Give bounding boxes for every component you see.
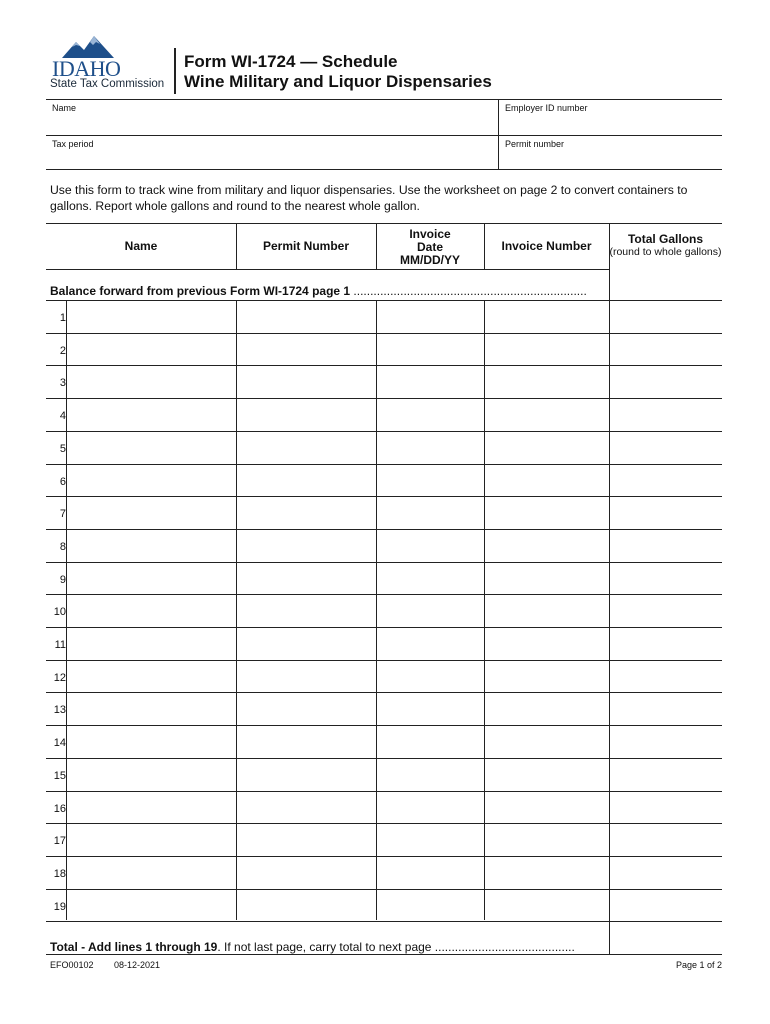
col-invoice-date-line1: Invoice	[409, 227, 451, 241]
total-gallons-cell[interactable]	[610, 726, 722, 758]
total-gallons-cell[interactable]	[610, 890, 722, 922]
total-gallons-cell[interactable]	[610, 432, 722, 464]
permit-cell[interactable]	[237, 399, 376, 431]
name-cell[interactable]	[67, 366, 236, 398]
logo-subtitle: State Tax Commission	[50, 78, 165, 90]
invoice-number-cell[interactable]	[485, 301, 609, 333]
line-number: 13	[53, 704, 66, 716]
name-cell[interactable]	[67, 857, 236, 889]
name-cell[interactable]	[67, 693, 236, 725]
name-cell[interactable]	[67, 628, 236, 660]
total-gallons-cell[interactable]	[610, 661, 722, 693]
invoice-number-cell[interactable]	[485, 366, 609, 398]
balance-forward-label: Balance forward from previous Form WI-1724 page 1	[50, 284, 351, 298]
permit-cell[interactable]	[237, 661, 376, 693]
line-number: 4	[59, 410, 66, 422]
logo-word: IDAHO	[52, 56, 121, 81]
invoice-number-cell[interactable]	[485, 399, 609, 431]
col-invoice-date-line2: Date	[416, 240, 443, 254]
employer-id-label: Employer ID number	[505, 103, 588, 113]
invoice-date-cell[interactable]	[377, 497, 484, 529]
total-gallons-cell[interactable]	[610, 497, 722, 529]
invoice-number-cell[interactable]	[485, 628, 609, 660]
revision-date: 08-12-2021	[114, 960, 161, 970]
invoice-number-cell[interactable]	[485, 890, 609, 922]
invoice-date-cell[interactable]	[377, 465, 484, 497]
total-gallons-cell[interactable]	[610, 595, 722, 627]
total-gallons-cell[interactable]	[610, 792, 722, 824]
invoice-date-cell[interactable]	[377, 759, 484, 791]
total-gallons-cell[interactable]	[610, 465, 722, 497]
permit-cell[interactable]	[237, 890, 376, 922]
invoice-date-cell[interactable]	[377, 792, 484, 824]
invoice-date-cell[interactable]	[377, 530, 484, 562]
name-field[interactable]	[46, 100, 498, 135]
invoice-number-cell[interactable]	[485, 563, 609, 595]
invoice-number-cell[interactable]	[485, 693, 609, 725]
invoice-date-cell[interactable]	[377, 824, 484, 856]
name-cell[interactable]	[67, 301, 236, 333]
invoice-date-cell[interactable]	[377, 661, 484, 693]
permit-cell[interactable]	[237, 432, 376, 464]
name-cell[interactable]	[67, 890, 236, 922]
permit-number-field[interactable]	[498, 136, 722, 169]
permit-cell[interactable]	[237, 824, 376, 856]
invoice-date-cell[interactable]	[377, 595, 484, 627]
line-number: 2	[59, 345, 66, 357]
invoice-date-cell[interactable]	[377, 334, 484, 366]
line-number: 10	[53, 606, 66, 618]
title-line-2: Wine Military and Liquor Dispensaries	[184, 72, 492, 91]
name-label: Name	[52, 103, 77, 113]
invoice-number-cell[interactable]	[485, 824, 609, 856]
line-number: 18	[53, 868, 66, 880]
line-number: 3	[59, 377, 66, 389]
invoice-number-cell[interactable]	[485, 595, 609, 627]
invoice-date-cell[interactable]	[377, 563, 484, 595]
total-line	[50, 940, 575, 954]
invoice-date-cell[interactable]	[377, 693, 484, 725]
invoice-number-cell[interactable]	[485, 465, 609, 497]
col-name: Name	[124, 239, 158, 253]
permit-cell[interactable]	[237, 366, 376, 398]
form-title	[184, 52, 492, 92]
col-invoice-number: Invoice Number	[501, 239, 592, 253]
instructions: Use this form to track wine from military and liquor dispensaries. Use the worksheet on page 2 to convert containers to gallons. Report whole gallons and round to the nearest whole gallon.	[50, 183, 688, 213]
total-gallons-cell[interactable]	[610, 759, 722, 791]
invoice-date-cell[interactable]	[377, 628, 484, 660]
balance-forward-leader: ......................................................................	[350, 284, 587, 298]
line-number: 16	[53, 803, 66, 815]
invoice-number-cell[interactable]	[485, 857, 609, 889]
permit-cell[interactable]	[237, 563, 376, 595]
header-row-1	[46, 100, 722, 136]
permit-cell[interactable]	[237, 857, 376, 889]
tax-period-label: Tax period	[52, 139, 94, 149]
name-cell[interactable]	[67, 399, 236, 431]
line-number: 11	[54, 639, 66, 651]
total-gallons-cell[interactable]	[610, 824, 722, 856]
line-number: 5	[59, 443, 66, 455]
mountain-icon	[62, 36, 114, 58]
name-cell[interactable]	[67, 563, 236, 595]
col-invoice-date-line3: MM/DD/YY	[400, 253, 460, 267]
permit-cell[interactable]	[237, 301, 376, 333]
tax-period-field[interactable]	[46, 136, 498, 169]
line-number: 6	[59, 476, 66, 488]
invoice-number-cell[interactable]	[485, 497, 609, 529]
total-gallons-cell[interactable]	[610, 857, 722, 889]
name-cell[interactable]	[67, 661, 236, 693]
name-cell[interactable]	[67, 824, 236, 856]
name-cell[interactable]	[67, 497, 236, 529]
title-line-1: Form WI-1724 — Schedule	[184, 52, 398, 71]
total-gallons-cell[interactable]	[610, 399, 722, 431]
name-cell[interactable]	[67, 465, 236, 497]
invoice-date-cell[interactable]	[377, 890, 484, 922]
total-gallons-cell[interactable]	[610, 693, 722, 725]
line-number: 17	[53, 835, 66, 847]
name-cell[interactable]	[67, 792, 236, 824]
line-number: 14	[53, 737, 66, 749]
permit-cell[interactable]	[237, 693, 376, 725]
total-gallons-cell[interactable]	[610, 334, 722, 366]
invoice-number-cell[interactable]	[485, 530, 609, 562]
line-number: 15	[53, 770, 66, 782]
form-code: EFO00102	[50, 960, 94, 970]
invoice-number-cell[interactable]	[485, 726, 609, 758]
invoice-date-cell[interactable]	[377, 366, 484, 398]
total-gallons-cell[interactable]	[610, 366, 722, 398]
name-cell[interactable]	[67, 759, 236, 791]
header-row-2	[46, 136, 722, 170]
name-cell[interactable]	[67, 530, 236, 562]
col-permit-number: Permit Number	[262, 239, 350, 253]
title-divider	[174, 48, 176, 94]
line-number: 19	[53, 901, 66, 913]
invoice-number-cell[interactable]	[485, 759, 609, 791]
permit-cell[interactable]	[237, 497, 376, 529]
total-instruction: . If not last page, carry total to next page ..........................................	[217, 940, 575, 954]
permit-cell[interactable]	[237, 530, 376, 562]
line-number: 7	[59, 508, 66, 520]
line-number: 9	[59, 574, 66, 586]
permit-cell[interactable]	[237, 465, 376, 497]
name-cell[interactable]	[67, 726, 236, 758]
col-total-gallons	[609, 233, 722, 259]
permit-cell[interactable]	[237, 759, 376, 791]
invoice-number-cell[interactable]	[485, 334, 609, 366]
total-label: Total - Add lines 1 through 19	[50, 940, 218, 954]
name-cell[interactable]	[67, 595, 236, 627]
permit-cell[interactable]	[237, 628, 376, 660]
employer-id-field[interactable]	[498, 100, 722, 135]
line-number: 1	[59, 312, 66, 324]
invoice-number-cell[interactable]	[485, 432, 609, 464]
invoice-date-cell[interactable]	[377, 301, 484, 333]
invoice-number-cell[interactable]	[485, 661, 609, 693]
total-gallons-cell[interactable]	[610, 628, 722, 660]
permit-cell[interactable]	[237, 726, 376, 758]
invoice-date-cell[interactable]	[377, 726, 484, 758]
permit-number-label: Permit number	[505, 139, 565, 149]
permit-cell[interactable]	[237, 595, 376, 627]
idaho-logo	[48, 36, 168, 92]
permit-cell[interactable]	[237, 334, 376, 366]
col-total-gallons-sub: (round to whole gallons)	[609, 246, 722, 258]
page-number: Page 1 of 2	[675, 960, 722, 970]
name-cell[interactable]	[67, 334, 236, 366]
total-gallons-cell[interactable]	[610, 530, 722, 562]
invoice-number-cell[interactable]	[485, 792, 609, 824]
invoice-date-cell[interactable]	[377, 399, 484, 431]
invoice-date-cell[interactable]	[377, 432, 484, 464]
col-total-gallons-label: Total Gallons	[627, 232, 704, 246]
line-number: 12	[53, 672, 66, 684]
invoice-date-cell[interactable]	[377, 857, 484, 889]
total-gallons-cell[interactable]	[610, 563, 722, 595]
balance-forward	[50, 284, 587, 298]
line-number: 8	[59, 541, 66, 553]
col-invoice-date	[376, 228, 484, 267]
total-gallons-cell[interactable]	[610, 301, 722, 333]
permit-cell[interactable]	[237, 792, 376, 824]
name-cell[interactable]	[67, 432, 236, 464]
